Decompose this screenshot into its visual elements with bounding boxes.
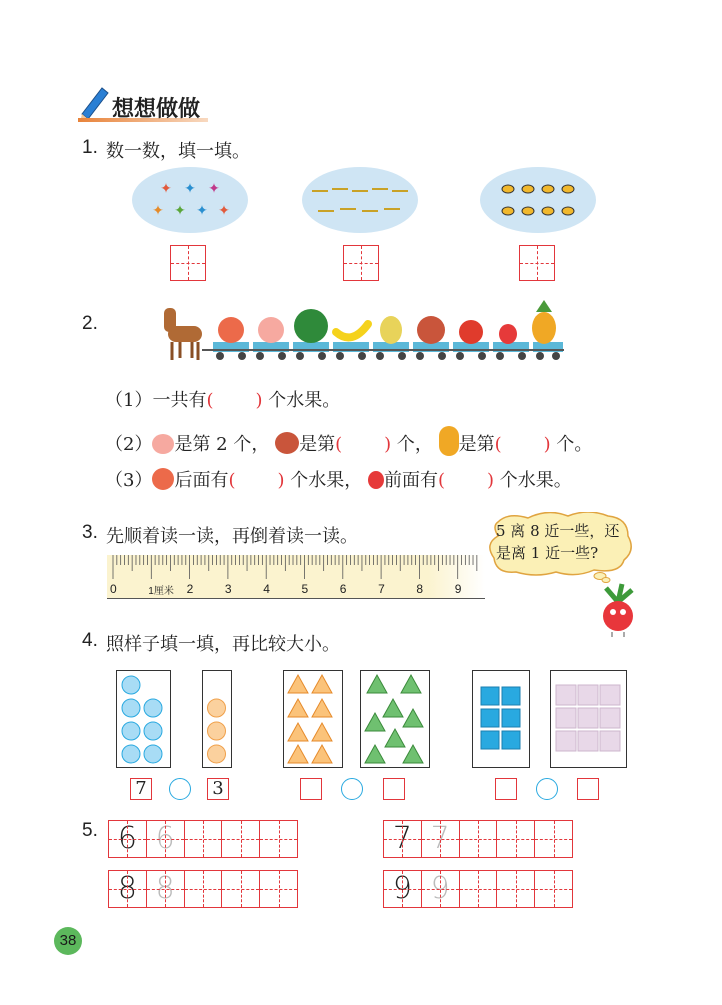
q3-prompt: 先顺着读一读，再倒着读一读。 [106, 526, 358, 547]
svg-text:✦: ✦ [196, 203, 208, 219]
svg-text:✦: ✦ [174, 203, 186, 219]
ruler-label: 5 [301, 582, 309, 596]
q2-number: 2. [82, 313, 98, 334]
answer-box-blue-squares[interactable] [495, 778, 517, 800]
blue-squares-frame [472, 670, 530, 768]
ruler-label: 6 [339, 582, 347, 596]
dragonflies-group [302, 167, 418, 233]
blue-squares [473, 671, 528, 766]
pomegranate-icon [417, 316, 445, 344]
orange-triangles [284, 671, 341, 766]
orange-circles-frame [202, 670, 232, 768]
ruler-label: 0 [110, 582, 117, 596]
green-triangles [361, 671, 428, 766]
ruler-label: 7 [378, 582, 385, 596]
answer-box-orange-triangles[interactable] [300, 778, 322, 800]
writing-grid-8[interactable]: 8 8 [108, 870, 298, 908]
blue-circles-frame [116, 670, 171, 768]
orange-triangles-frame [283, 670, 343, 768]
tomato-icon [459, 320, 483, 344]
strawberry-icon [368, 471, 384, 489]
answer-box-purple-squares[interactable] [577, 778, 599, 800]
peach-icon [152, 434, 174, 454]
pear-icon [380, 316, 402, 344]
q4-prompt: 照样子填一填，再比较大小。 [106, 634, 340, 655]
apple-icon [218, 317, 244, 343]
watermelon-icon [294, 309, 328, 343]
strawberry-icon [499, 324, 517, 344]
pineapple-icon [439, 426, 459, 456]
blue-circles [117, 671, 169, 766]
bee-icons [480, 167, 596, 233]
ruler-label: 3 [224, 582, 232, 596]
purple-squares-frame [550, 670, 627, 768]
svg-text:✦: ✦ [160, 181, 172, 197]
compare-circle-3[interactable] [536, 778, 558, 800]
writing-grid-7[interactable]: 7 7 [383, 820, 573, 858]
ruler-ticks [107, 555, 485, 583]
writing-grid-6[interactable]: 6 6 [108, 820, 298, 858]
ruler [107, 555, 485, 599]
svg-text:✦: ✦ [218, 203, 230, 219]
answer-box-green-triangles[interactable] [383, 778, 405, 800]
horse-icon [164, 308, 202, 360]
q1-number: 1. [82, 137, 98, 158]
writing-grid-9[interactable]: 9 9 [383, 870, 573, 908]
ruler-label: 1厘米 [148, 586, 174, 597]
svg-text:✦: ✦ [208, 181, 220, 197]
answer-box-dragonflies[interactable] [343, 245, 379, 281]
q4-number: 4. [82, 630, 98, 651]
bubble-text: 5 离 8 近一些，还 是离 1 近一些? [496, 522, 620, 562]
orange-circles [203, 671, 230, 766]
page-number: 38 [54, 927, 82, 955]
purple-squares [551, 671, 625, 766]
ruler-label: 2 [186, 582, 194, 596]
q3-number: 3. [82, 522, 98, 543]
example-right-box: 3 [207, 778, 229, 800]
answer-box-bees[interactable] [519, 245, 555, 281]
example-left-box: 7 [130, 778, 152, 800]
banana-icon [336, 324, 368, 337]
pomegranate-icon [275, 432, 299, 454]
q1-prompt: 数一数，填一填。 [106, 141, 250, 162]
ruler-label: 9 [454, 582, 462, 596]
answer-box-butterflies[interactable] [170, 245, 206, 281]
ruler-label: 4 [263, 582, 270, 596]
peach-icon [258, 317, 284, 343]
butterflies-group [132, 167, 248, 233]
compare-circle-2[interactable] [341, 778, 363, 800]
butterfly-icons [132, 167, 248, 233]
dragonfly-icons [302, 167, 418, 233]
green-triangles-frame [360, 670, 430, 768]
apple-icon [152, 468, 174, 490]
q2-line2: （2） 是第 2 个， 是第( ) 个， 是第( ) 个。 [105, 426, 592, 456]
svg-text:✦: ✦ [184, 181, 196, 197]
section-title: 想想做做 [112, 97, 201, 122]
svg-text:✦: ✦ [152, 203, 164, 219]
q5-number: 5. [82, 820, 98, 841]
q2-line3: （3） 后面有( ) 个水果， 前面有( ) 个水果。 [105, 470, 572, 491]
compare-circle-1[interactable] [169, 778, 191, 800]
pineapple-icon [532, 300, 556, 344]
ruler-label: 8 [416, 582, 424, 596]
radish-mascot-icon [596, 582, 642, 638]
fruit-train [158, 298, 568, 364]
bees-group [480, 167, 596, 233]
q2-line1: （1）一共有( ) 个水果。 [105, 390, 341, 411]
